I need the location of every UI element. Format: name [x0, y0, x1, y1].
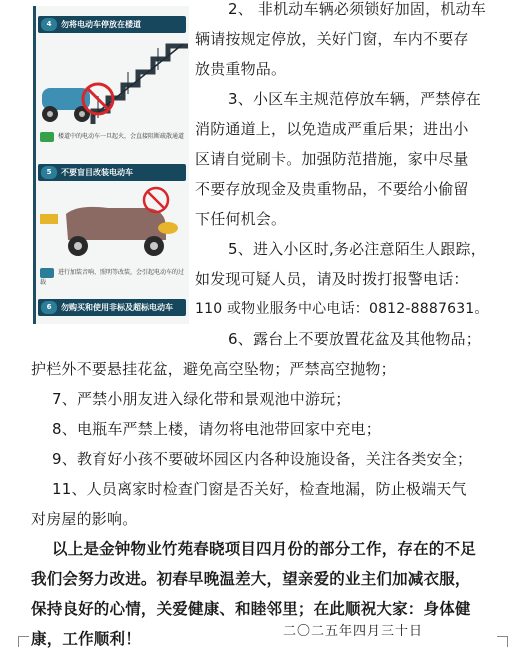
page-corner-mark [497, 636, 508, 647]
poster-section-header [38, 299, 186, 316]
text-line: 放贵重物品。 [195, 60, 287, 78]
section-number: 5 [41, 166, 57, 179]
stairs-scooter-illustration [38, 36, 188, 131]
page-corner-mark [18, 636, 29, 647]
section-title: 勿将电动车停放在楼道 [61, 20, 141, 29]
text-line: 消防通道上，以免造成严重后果；进出小 [195, 120, 469, 138]
text-line: 110 或物业服务中心电话：0812-8887631。 [195, 301, 489, 317]
poster-section-header [38, 164, 186, 181]
text-line: 辆请按规定停放，关好门窗，车内不要存 [195, 30, 469, 48]
text-line: 下任何机会。 [195, 210, 287, 228]
text-line: 对房屋的影响。 [31, 510, 138, 528]
text-line: 3、小区车主规范停放车辆，严禁停在 [228, 90, 481, 108]
text-line: 11、人员离家时检查门窗是否关好，检查地漏，防止极端天气 [52, 480, 467, 498]
document-date: 二〇二五年四月三十日 [283, 624, 424, 639]
safety-poster [33, 6, 189, 324]
closing-line: 以上是金钟物业竹苑春晓项目四月份的部分工作，存在的不足 [52, 540, 476, 558]
warning-badge-icon [40, 132, 54, 142]
poster-section-header [38, 16, 186, 33]
poster-note [40, 132, 188, 142]
text-line: 9、教育好小孩不要破坏园区内各种设施设备，关注各类安全； [52, 450, 473, 468]
poster-note-text: 进行加装音响、照明等改装，会引起电动车的过载 [40, 269, 185, 286]
text-line: 不要存放现金及贵重物品，不要给小偷留 [195, 180, 469, 198]
text-line: 如发现可疑人员，请及时拨打报警电话： [195, 270, 469, 288]
section-title: 勿购买和使用非标及超标电动车 [61, 303, 173, 312]
text-line: 6、露台上不要放置花盆及其他物品； [228, 330, 481, 348]
text-line: 2、 非机动车辆必须锁好加固，机动车 [228, 0, 486, 18]
text-line: 护栏外不要悬挂花盆，避免高空坠物；严禁高空抛物； [31, 360, 396, 378]
section-number: 4 [41, 18, 57, 31]
text-line: 5、进入小区时,务必注意陌生人跟踪， [228, 240, 486, 258]
scooter-modification-illustration [38, 184, 188, 262]
closing-line: 康，工作顺利！ [31, 630, 141, 648]
poster-note [40, 268, 188, 287]
closing-line: 保持良好的心情，关爱健康、和睦邻里；在此顺祝大家：身体健 [31, 600, 471, 618]
poster-note-text: 楼道中的电动车一旦起火，会直接阻断疏散通道 [58, 133, 185, 140]
section-number: 6 [41, 301, 57, 314]
closing-line: 我们会努力改进。初春早晚温差大，望亲爱的业主们加减衣服， [31, 570, 471, 588]
text-line: 区请自觉刷卡。加强防范措施，家中尽量 [195, 150, 469, 168]
text-line: 8、电瓶车严禁上楼，请勿将电池带回家中充电； [52, 420, 381, 438]
text-line: 7、严禁小朋友进入绿化带和景观池中游玩； [52, 390, 351, 408]
section-title: 不要盲目改装电动车 [61, 168, 133, 177]
tools-icon [40, 268, 54, 278]
